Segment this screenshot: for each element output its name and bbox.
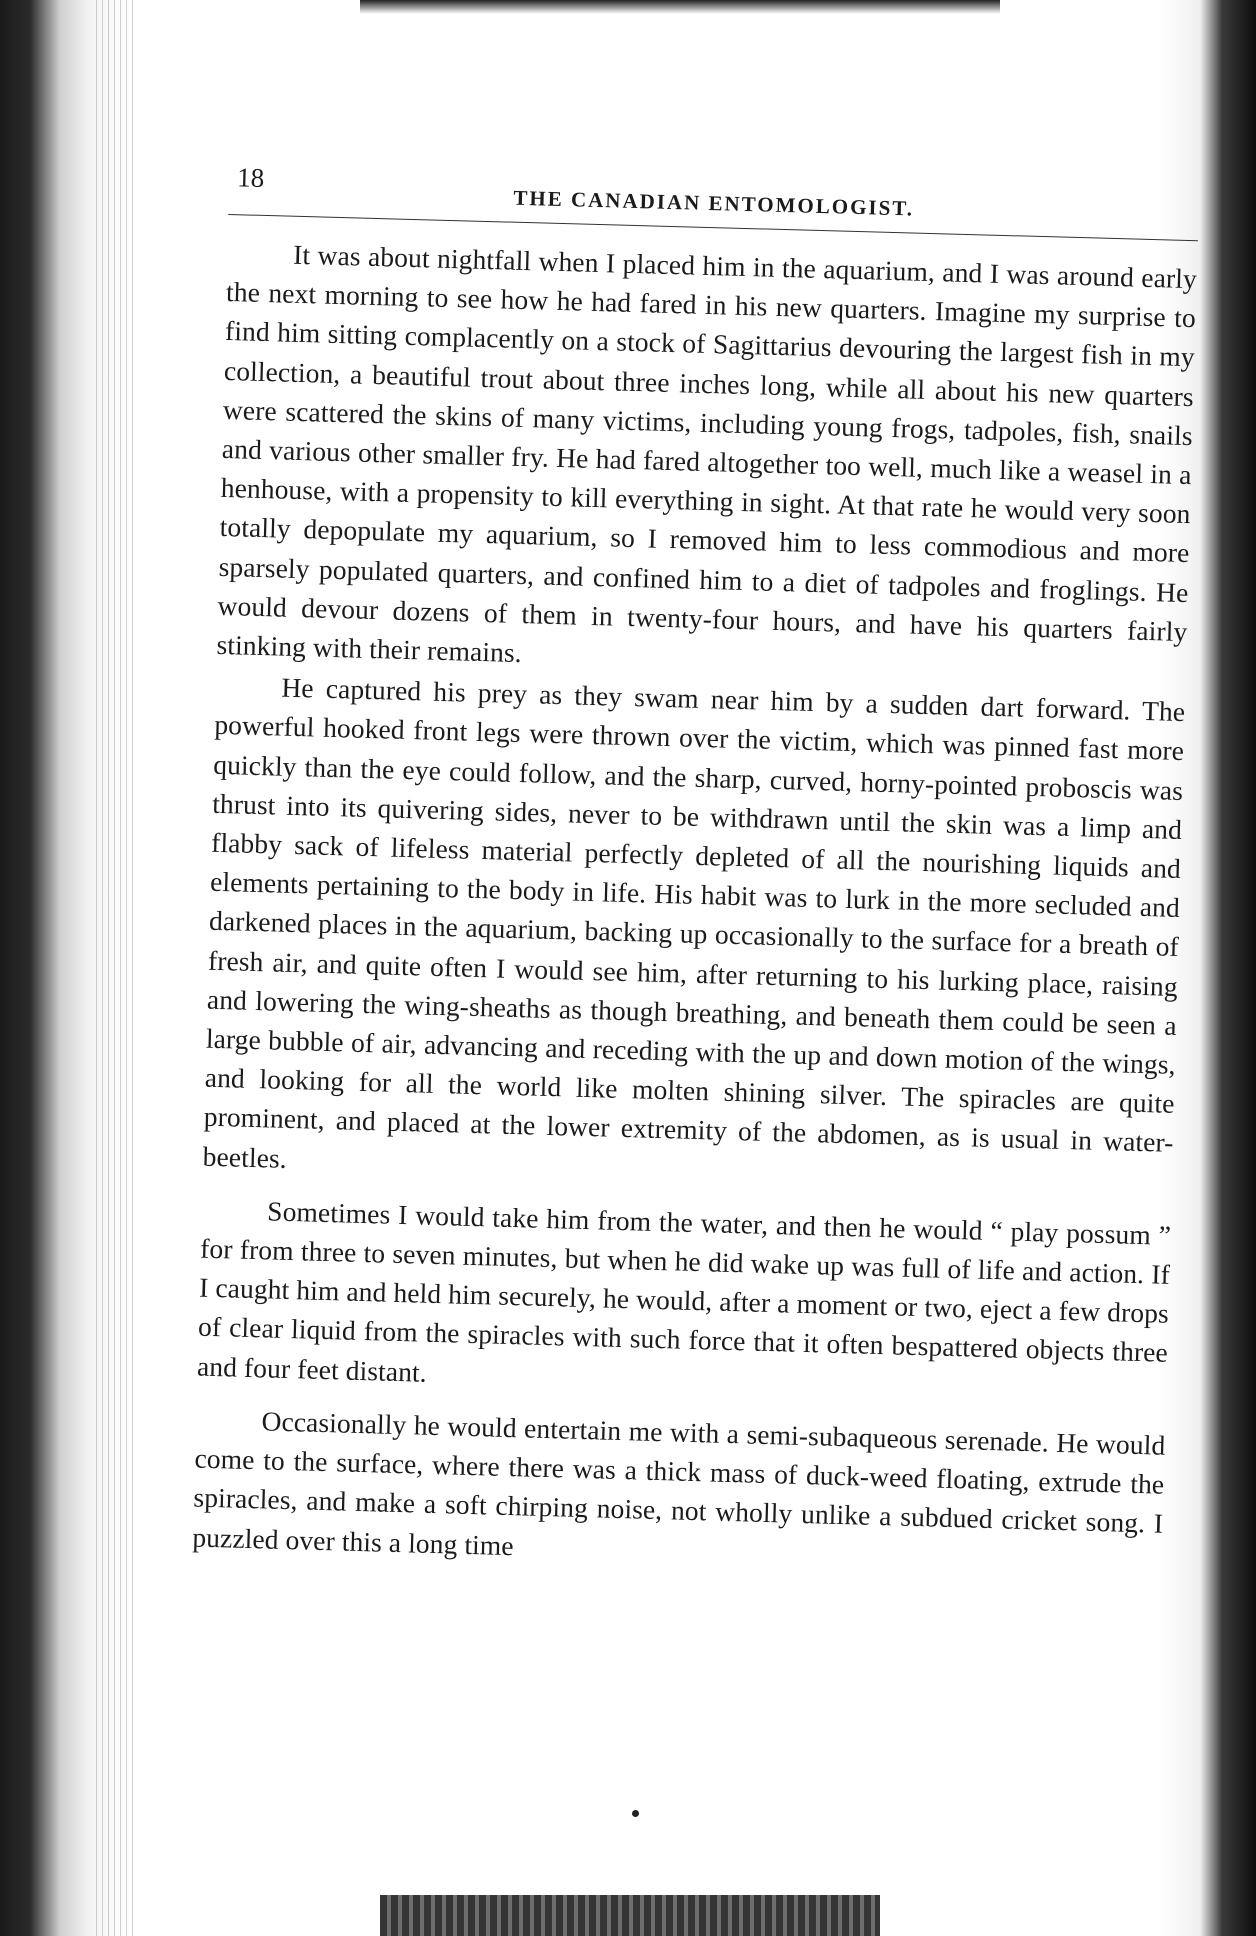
- page-text-block: [192, 150, 1200, 1582]
- paragraph-2: He captured his prey as they swam near him by a sudden dart forward. The powerful hooked front legs were thrown over the victim, which was pinned fast more quickly than the eye could follow, and the sharp, curved, horny-pointed proboscis was thrust into its quivering sides, never to be withdrawn until the skin was a limp and flabby sack of lifeless material perfectly depleted of all the nourishing liquids and elements pertaining to the body in life. His habit was to lurk in the more secluded and darkened places in the aquarium, backing up occasionally to the surface for a breath of fresh air, and quite often I would see him, after returning to his lurking place, raising and lowering the wing-sheaths as though breathing, and beneath them could be seen a large bubble of air, advancing and receding with the up and down motion of the wings, and looking for all the world like molten shining silver. The spiracles are quite prominent, and placed at the lower extremity of the abdomen, as is usual in water-beetles.: [202, 671, 1186, 1174]
- folio-dot: [632, 1810, 639, 1817]
- book-gutter: [96, 0, 136, 1936]
- paragraph-4: Occasionally he would entertain me with a semi-subaqueous serenade. He would come to the surface, where there was a thick mass of duck-weed floating, extrude the spiracles, and make a soft chirping noise, not wholly unlike a subdued cricket song. I puzzled over this a long time: [192, 1405, 1166, 1561]
- scan-bottom-edge: [380, 1895, 880, 1936]
- page-number: 18: [236, 162, 265, 193]
- scan-top-edge: [360, 0, 1000, 14]
- journal-title: THE CANADIAN ENTOMOLOGIST.: [513, 185, 915, 221]
- paragraph-1: It was about nightfall when I placed him in the aquarium, and I was around early the next morning to see how he had fared in his new quarters. Imagine my surprise to find him sitting complacently on a stock of Sagittarius devouring the largest fish in my collection, a beautiful trout about three inches long, while all about his new quarters were scattered the skins of many victims, including young frogs, tadpoles, fish, snails and various other smaller fry. He had fared altogether too well, much like a weasel in a henhouse, with a propensity to kill everything in sight. At that rate he would very soon totally depopulate my aquarium, so I removed him to less commodious and more sparsely populated quarters, and confined him to a diet of tadpoles and froglings. He would devour dozens of them in twenty-four hours, and have his quarters fairly stinking with their remains.: [216, 238, 1198, 669]
- paragraph-3: Sometimes I would take him from the water, and then he would “ play possum ” for from three to seven minutes, but when he did wake up was full of life and action. If I caught him and held him securely, he would, after a moment or two, eject a few drops of clear liquid from the spiracles with such force that it often bespattered objects three and four feet distant.: [196, 1195, 1172, 1388]
- running-head: [228, 150, 1199, 240]
